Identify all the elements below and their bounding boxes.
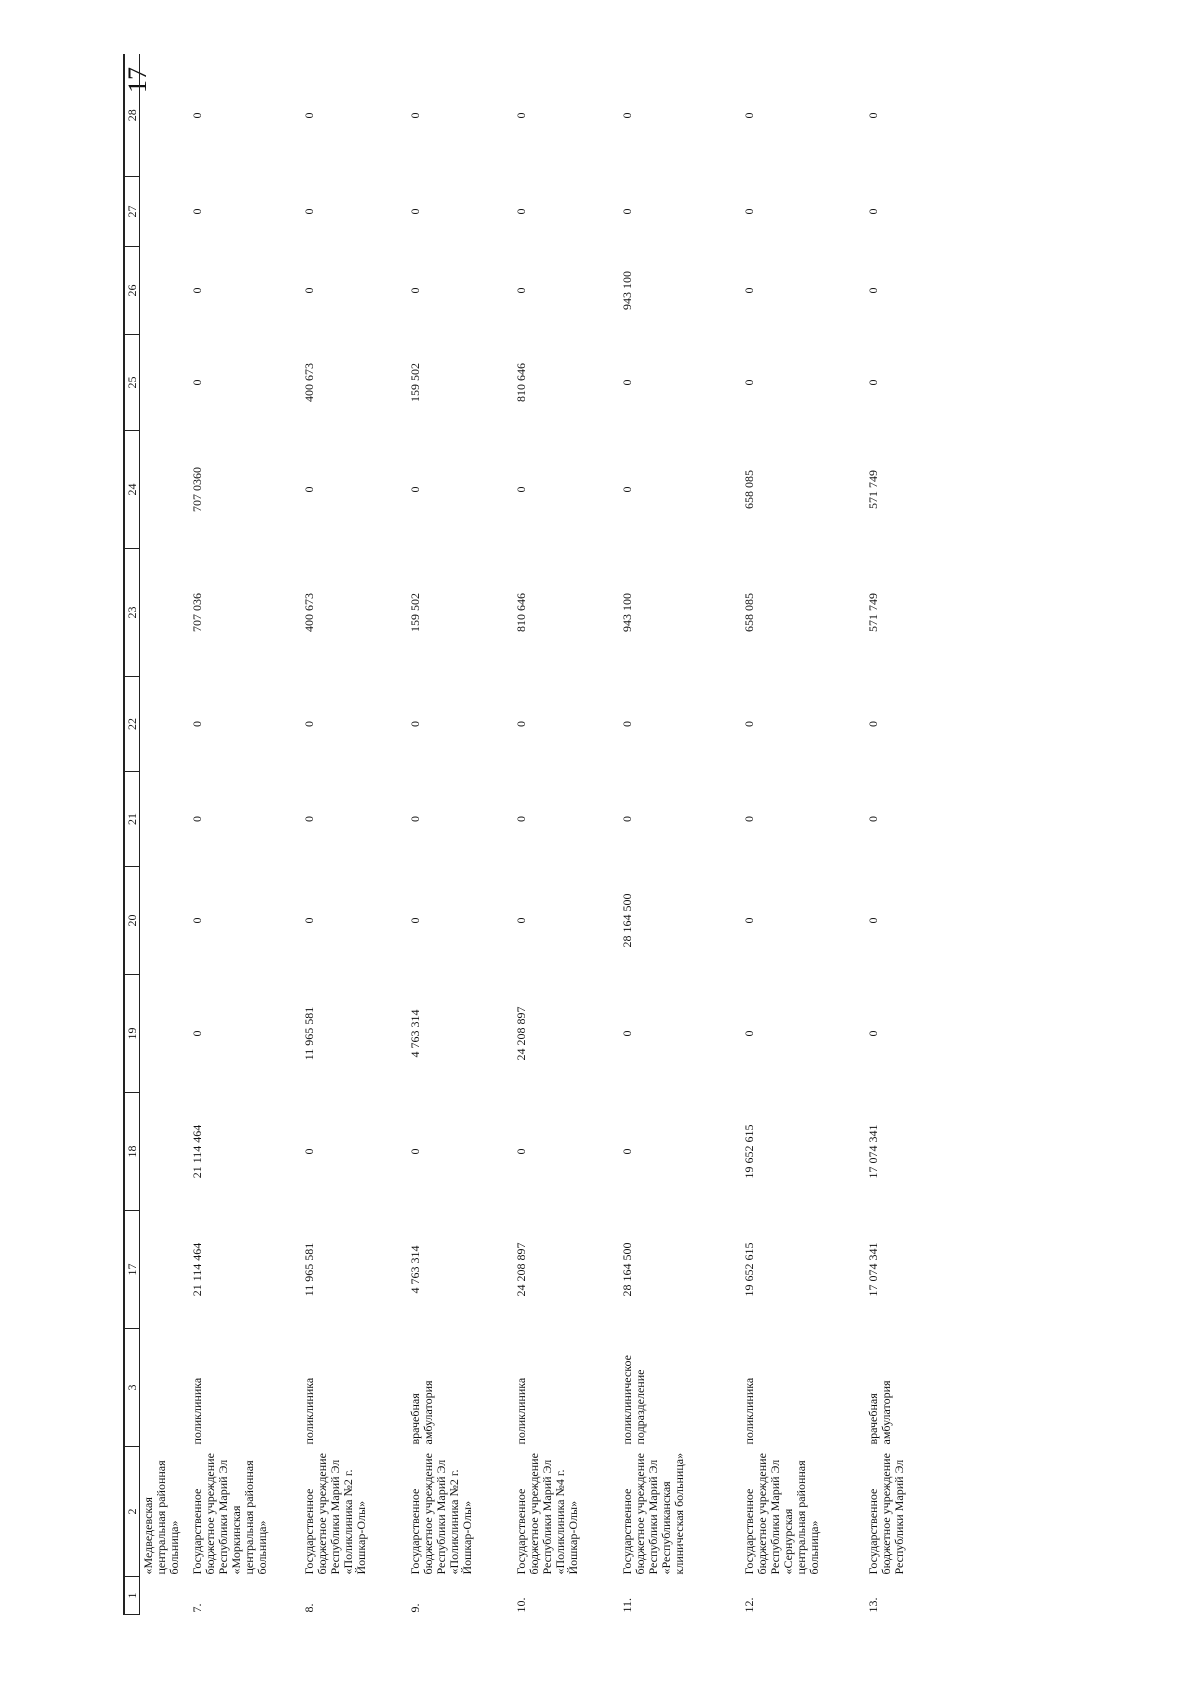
value-cell: 11 965 581: [301, 1006, 316, 1061]
value-cell: 0: [407, 721, 422, 727]
value-cell: 21 114 464: [189, 1242, 204, 1297]
value-cell: 24 208 897: [513, 1242, 528, 1297]
value-cell: 0: [619, 721, 634, 727]
col-header: 26: [124, 247, 140, 335]
value-cell: 810 646: [513, 593, 528, 632]
value-cell: 0: [513, 112, 528, 119]
col-header: 28: [124, 55, 140, 177]
value-cell: 28 164 500: [619, 1242, 634, 1297]
value-cell: 17 074 341: [865, 1242, 880, 1297]
table-row: [615, 55, 737, 1615]
value-cell: 4 763 314: [407, 1245, 422, 1294]
value-cell: 28 164 500: [619, 893, 634, 948]
value-cell: 0: [189, 112, 204, 119]
value-cell: 0: [865, 287, 880, 294]
value-cell: 0: [741, 208, 756, 215]
value-cell: 400 673: [301, 593, 316, 632]
value-cell: 0: [741, 379, 756, 386]
institution-name: Государственное бюджетное учреждение Республики Марий Эл: [865, 1453, 906, 1575]
value-cell: 0: [741, 112, 756, 119]
value-cell: 0: [301, 287, 316, 294]
value-cell: 400 673: [301, 363, 316, 402]
value-cell: 810 646: [513, 363, 528, 402]
value-cell: 0: [865, 112, 880, 119]
table-row: [185, 55, 297, 1615]
value-cell: 0: [301, 816, 316, 822]
table-row: [297, 55, 403, 1615]
value-cell: 571 749: [865, 470, 880, 509]
row-number: 12.: [741, 1597, 756, 1613]
col-header: 27: [124, 177, 140, 247]
value-cell: 0: [513, 287, 528, 294]
value-cell: 0: [513, 486, 528, 493]
unit-type: врачебная амбулатория: [407, 1380, 435, 1445]
row-number: 9.: [407, 1603, 422, 1613]
value-cell: 0: [619, 112, 634, 119]
value-cell: 19 652 615: [741, 1242, 756, 1297]
col-header: 17: [124, 1211, 140, 1329]
value-cell: 0: [189, 721, 204, 727]
value-cell: 0: [189, 816, 204, 822]
value-cell: 0: [301, 917, 316, 924]
value-cell: 0: [865, 816, 880, 822]
value-cell: 0: [513, 816, 528, 822]
value-cell: 0: [301, 721, 316, 727]
value-cell: 0: [865, 1030, 880, 1037]
value-cell: 0: [189, 1030, 204, 1037]
value-cell: 0: [513, 721, 528, 727]
value-cell: 0: [407, 287, 422, 294]
col-header: 23: [124, 549, 140, 677]
value-cell: 0: [301, 1148, 316, 1155]
page-number: 17: [123, 67, 152, 93]
value-cell: 943 100: [619, 593, 634, 632]
institution-name: Государственное бюджетное учреждение Республики Марий Эл «Моркинская центральная районная больница»: [189, 1453, 269, 1575]
value-cell: 0: [619, 1148, 634, 1155]
col-header: 19: [124, 975, 140, 1093]
row-number: 10.: [513, 1597, 528, 1613]
table-row: [403, 55, 509, 1615]
institution-name: «Медведевская центральная районная больница»: [141, 1460, 181, 1575]
value-cell: 159 502: [407, 593, 422, 632]
value-cell: 707 0360: [189, 467, 204, 512]
value-cell: 707 036: [189, 593, 204, 632]
row-number: 8.: [301, 1603, 316, 1613]
value-cell: 0: [189, 287, 204, 294]
value-cell: 0: [301, 486, 316, 493]
value-cell: 0: [407, 1148, 422, 1155]
value-cell: 658 085: [741, 470, 756, 509]
value-cell: 0: [741, 917, 756, 924]
value-cell: 0: [407, 917, 422, 924]
value-cell: 0: [741, 816, 756, 822]
value-cell: 0: [407, 816, 422, 822]
value-cell: 0: [513, 917, 528, 924]
row-number: 11.: [619, 1597, 634, 1613]
value-cell: 4 763 314: [407, 1009, 422, 1058]
value-cell: 0: [741, 721, 756, 727]
header-row: [124, 55, 140, 1615]
institution-name: Государственное бюджетное учреждение Республики Марий Эл «Поликлиника №2 г. Йошкар-Олы»: [301, 1453, 368, 1575]
unit-type: поликлиника: [513, 1377, 528, 1445]
table-wrapper: [123, 55, 1023, 1615]
value-cell: 0: [513, 208, 528, 215]
value-cell: 19 652 615: [741, 1124, 756, 1179]
col-header: 18: [124, 1093, 140, 1211]
value-cell: 11 965 581: [301, 1242, 316, 1297]
continuation-row: [140, 55, 185, 1615]
value-cell: 0: [407, 208, 422, 215]
institution-name: Государственное бюджетное учреждение Республики Марий Эл «Поликлиника №2 г. Йошкар-Олы»: [407, 1453, 474, 1575]
col-header: 20: [124, 867, 140, 975]
row-number: 7.: [189, 1603, 204, 1613]
value-cell: 0: [407, 486, 422, 493]
value-cell: 159 502: [407, 363, 422, 402]
value-cell: 943 100: [619, 271, 634, 310]
row-number: 13.: [865, 1597, 880, 1613]
value-cell: 0: [741, 287, 756, 294]
value-cell: 0: [619, 816, 634, 822]
table-row: [509, 55, 615, 1615]
value-cell: 0: [865, 379, 880, 386]
value-cell: 0: [865, 917, 880, 924]
value-cell: 0: [189, 917, 204, 924]
value-cell: 0: [865, 721, 880, 727]
value-cell: 0: [619, 379, 634, 386]
col-header: 24: [124, 431, 140, 549]
value-cell: 0: [301, 112, 316, 119]
value-cell: 21 114 464: [189, 1124, 204, 1179]
data-table: [123, 55, 931, 1616]
col-header: 1: [124, 1577, 140, 1615]
value-cell: 0: [741, 1030, 756, 1037]
value-cell: 0: [189, 379, 204, 386]
unit-type: поликлиника: [301, 1377, 316, 1445]
col-header: 25: [124, 335, 140, 431]
institution-name: Государственное бюджетное учреждение Республики Марий Эл «Республиканская клиническая больница»: [619, 1452, 686, 1575]
table-row: [861, 55, 931, 1615]
unit-type: поликлиническое подразделение: [619, 1355, 647, 1445]
value-cell: 0: [619, 208, 634, 215]
col-header: 21: [124, 772, 140, 867]
institution-name: Государственное бюджетное учреждение Республики Марий Эл «Сернурская центральная районная больница»: [741, 1453, 821, 1575]
value-cell: 0: [619, 486, 634, 493]
value-cell: 0: [619, 1030, 634, 1037]
value-cell: 17 074 341: [865, 1124, 880, 1179]
value-cell: 571 749: [865, 593, 880, 632]
unit-type: поликлиника: [189, 1377, 204, 1445]
value-cell: 658 085: [741, 593, 756, 632]
value-cell: 0: [189, 208, 204, 215]
value-cell: 0: [301, 208, 316, 215]
value-cell: 24 208 897: [513, 1006, 528, 1061]
value-cell: 0: [865, 208, 880, 215]
table-row: [737, 55, 861, 1615]
value-cell: 0: [513, 1148, 528, 1155]
value-cell: 0: [407, 112, 422, 119]
unit-type: врачебная амбулатория: [865, 1380, 893, 1445]
unit-type: поликлиника: [741, 1377, 756, 1445]
col-header: 22: [124, 677, 140, 772]
institution-name: Государственное бюджетное учреждение Республики Марий Эл «Поликлиника №4 г. Йошкар-Олы»: [513, 1453, 580, 1575]
col-header: 3: [124, 1329, 140, 1447]
col-header: 2: [124, 1447, 140, 1577]
